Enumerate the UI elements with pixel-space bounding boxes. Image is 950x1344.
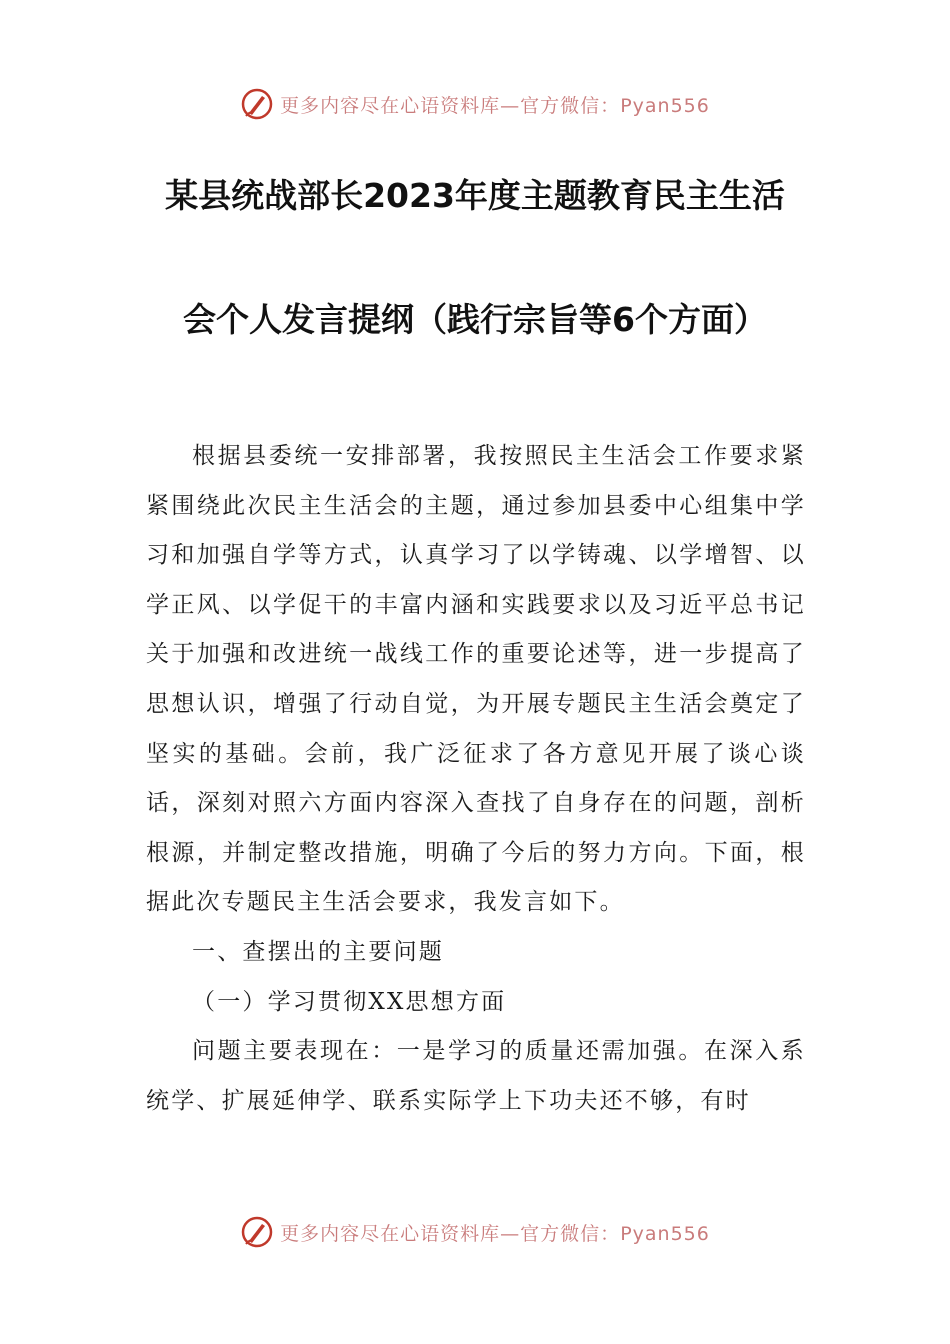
banner-text (280, 91, 710, 118)
banner-contact-label: 官方微信： (520, 94, 621, 117)
subsection-heading: （一）学习贯彻XX思想方面 (192, 988, 507, 1015)
document-title-line-1: 某县统战部长2023年度主题教育民主生活 (165, 176, 785, 215)
banner-slogan: 更多内容尽在心语资料库 (280, 94, 501, 117)
problem-paragraph: 问题主要表现在：一是学习的质量还需加强。在深入系统学、扩展延伸学、联系实际学上下功夫还不够，有时 (146, 1038, 806, 1114)
banner-separator: — (500, 1222, 521, 1245)
bottom-banner (0, 1212, 950, 1252)
banner-slogan: 更多内容尽在心语资料库 (280, 1222, 501, 1245)
banner-separator: — (500, 94, 521, 117)
pen-circle-logo-icon (240, 87, 274, 121)
banner-contact-id: Pyan556 (620, 94, 710, 117)
pen-circle-logo-icon (240, 1215, 274, 1249)
document-title-line-2: 会个人发言提纲（践行宗旨等6个方面） (183, 300, 767, 339)
intro-paragraph: 根据县委统一安排部署，我按照民主生活会工作要求紧紧围绕此次民主生活会的主题，通过参加县委中心组集中学习和加强自学等方式，认真学习了以学铸魂、以学增智、以学正风、以学促干的丰富内涵和实践要求以及习近平总书记关于加强和改进统一战线工作的重要论述等，进一步提高了思想认识，增强了行动自觉，为开展专题民主生活会奠定了坚实的基础。会前，我广泛征求了各方意见开展了谈心谈话，深刻对照六方面内容深入查找了自身存在的问题，剖析根源，并制定整改措施，明确了今后的努力方向。下面，根据此次专题民主生活会要求，我发言如下。 (146, 443, 806, 916)
document-body (146, 432, 806, 1126)
section-heading: 一、查摆出的主要问题 (192, 938, 444, 965)
banner-contact-label: 官方微信： (520, 1222, 621, 1245)
banner-text (280, 1219, 710, 1246)
top-banner (0, 84, 950, 124)
banner-contact-id: Pyan556 (620, 1222, 710, 1245)
